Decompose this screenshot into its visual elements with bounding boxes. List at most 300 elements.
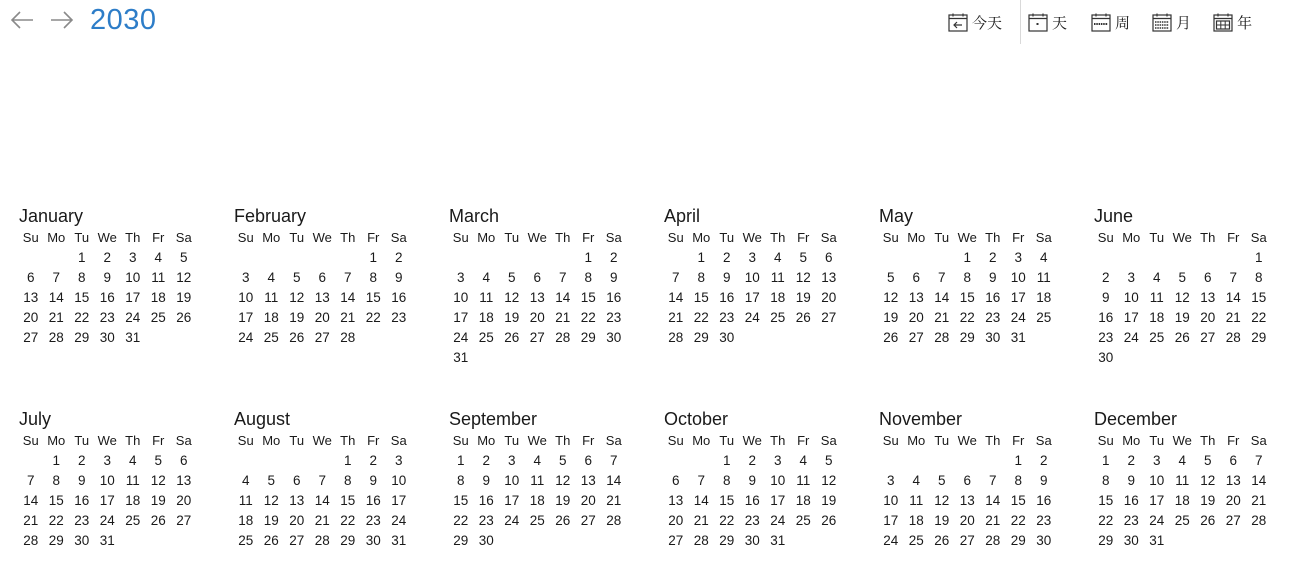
day-cell[interactable]: 30 bbox=[1123, 533, 1139, 548]
day-cell[interactable]: 25 bbox=[1036, 310, 1052, 325]
day-cell[interactable]: 13 bbox=[23, 290, 39, 305]
day-cell[interactable]: 14 bbox=[48, 290, 64, 305]
day-cell[interactable]: 18 bbox=[529, 493, 545, 508]
day-cell[interactable]: 26 bbox=[176, 310, 192, 325]
day-cell[interactable]: 19 bbox=[795, 290, 811, 305]
day-cell[interactable]: 4 bbox=[128, 453, 137, 468]
day-cell[interactable]: 8 bbox=[722, 473, 731, 488]
day-cell[interactable]: 16 bbox=[478, 493, 494, 508]
day-cell[interactable]: 29 bbox=[340, 533, 356, 548]
day-cell[interactable]: 16 bbox=[74, 493, 90, 508]
day-cell[interactable]: 8 bbox=[52, 473, 60, 488]
day-cell[interactable]: 24 bbox=[238, 330, 254, 345]
day-cell[interactable]: 9 bbox=[988, 270, 997, 285]
day-cell[interactable]: 25 bbox=[478, 330, 494, 345]
day-cell[interactable]: 31 bbox=[391, 533, 407, 548]
day-cell[interactable]: 18 bbox=[238, 513, 254, 528]
day-cell[interactable]: 16 bbox=[391, 290, 407, 305]
day-cell[interactable]: 12 bbox=[263, 493, 279, 508]
day-cell[interactable]: 19 bbox=[1200, 493, 1216, 508]
month-name[interactable]: July bbox=[19, 409, 52, 429]
day-cell[interactable]: 3 bbox=[773, 453, 782, 468]
day-cell[interactable]: 27 bbox=[959, 533, 975, 548]
day-cell[interactable]: 8 bbox=[77, 270, 86, 285]
day-cell[interactable]: 27 bbox=[1225, 513, 1241, 528]
day-cell[interactable]: 9 bbox=[722, 270, 731, 285]
day-cell[interactable]: 2 bbox=[1101, 270, 1110, 285]
day-cell[interactable]: 25 bbox=[770, 310, 786, 325]
day-cell[interactable]: 4 bbox=[267, 270, 275, 285]
day-cell[interactable]: 25 bbox=[125, 513, 141, 528]
day-cell[interactable]: 9 bbox=[482, 473, 490, 488]
day-cell[interactable]: 10 bbox=[453, 290, 469, 305]
day-cell[interactable]: 25 bbox=[795, 513, 811, 528]
month-june[interactable] bbox=[1093, 204, 1283, 368]
day-cell[interactable]: 12 bbox=[176, 270, 192, 285]
day-cell[interactable]: 31 bbox=[770, 533, 786, 548]
day-cell[interactable]: 30 bbox=[719, 330, 735, 345]
day-cell[interactable]: 11 bbox=[151, 270, 166, 285]
day-cell[interactable]: 17 bbox=[391, 493, 407, 508]
day-cell[interactable]: 27 bbox=[289, 533, 305, 548]
day-cell[interactable]: 2 bbox=[722, 250, 731, 265]
day-cell[interactable]: 7 bbox=[609, 453, 618, 468]
day-cell[interactable]: 30 bbox=[99, 330, 115, 345]
day-cell[interactable]: 30 bbox=[1098, 350, 1114, 365]
day-cell[interactable]: 7 bbox=[26, 473, 35, 488]
day-cell[interactable]: 5 bbox=[824, 453, 833, 468]
day-cell[interactable]: 21 bbox=[48, 310, 64, 325]
day-cell[interactable]: 14 bbox=[1251, 473, 1267, 488]
day-cell[interactable]: 14 bbox=[934, 290, 950, 305]
day-cell[interactable]: 13 bbox=[529, 290, 545, 305]
day-cell[interactable]: 26 bbox=[150, 513, 166, 528]
day-cell[interactable]: 8 bbox=[584, 270, 592, 285]
day-cell[interactable]: 17 bbox=[99, 493, 115, 508]
day-cell[interactable]: 11 bbox=[479, 290, 494, 305]
day-cell[interactable]: 17 bbox=[744, 290, 760, 305]
day-cell[interactable]: 15 bbox=[693, 290, 709, 305]
day-cell[interactable]: 7 bbox=[1229, 270, 1237, 285]
day-cell[interactable]: 11 bbox=[1175, 473, 1190, 488]
day-cell[interactable]: 18 bbox=[795, 493, 811, 508]
day-cell[interactable]: 18 bbox=[263, 310, 279, 325]
day-cell[interactable]: 17 bbox=[1123, 310, 1139, 325]
day-cell[interactable]: 8 bbox=[963, 270, 971, 285]
day-cell[interactable]: 20 bbox=[821, 290, 837, 305]
day-cell[interactable]: 7 bbox=[318, 473, 326, 488]
day-cell[interactable]: 29 bbox=[693, 330, 709, 345]
day-cell[interactable]: 8 bbox=[456, 473, 465, 488]
month-february[interactable] bbox=[233, 204, 423, 348]
day-cell[interactable]: 30 bbox=[744, 533, 760, 548]
day-cell[interactable]: 22 bbox=[959, 310, 975, 325]
month-august[interactable] bbox=[233, 407, 423, 551]
day-cell[interactable]: 8 bbox=[1254, 270, 1263, 285]
day-cell[interactable]: 28 bbox=[985, 533, 1001, 548]
month-name[interactable]: January bbox=[19, 206, 84, 226]
month-october[interactable] bbox=[663, 407, 853, 551]
day-cell[interactable]: 10 bbox=[883, 493, 899, 508]
month-name[interactable]: April bbox=[664, 206, 701, 226]
day-cell[interactable]: 15 bbox=[1251, 290, 1267, 305]
day-cell[interactable]: 2 bbox=[1127, 453, 1135, 468]
day-cell[interactable]: 23 bbox=[1098, 330, 1114, 345]
day-cell[interactable]: 5 bbox=[937, 473, 946, 488]
day-cell[interactable]: 14 bbox=[693, 493, 709, 508]
day-cell[interactable]: 29 bbox=[580, 330, 596, 345]
day-cell[interactable]: 28 bbox=[606, 513, 622, 528]
day-cell[interactable]: 15 bbox=[1098, 493, 1114, 508]
day-cell[interactable]: 26 bbox=[289, 330, 305, 345]
day-cell[interactable]: 6 bbox=[1229, 453, 1237, 468]
year-view-button[interactable] bbox=[1213, 8, 1252, 36]
day-cell[interactable]: 26 bbox=[504, 330, 520, 345]
day-cell[interactable]: 24 bbox=[453, 330, 469, 345]
day-cell[interactable]: 29 bbox=[74, 330, 90, 345]
day-cell[interactable]: 10 bbox=[99, 473, 115, 488]
day-cell[interactable]: 6 bbox=[824, 250, 833, 265]
day-cell[interactable]: 5 bbox=[558, 453, 567, 468]
day-cell[interactable]: 5 bbox=[179, 250, 188, 265]
day-cell[interactable]: 22 bbox=[340, 513, 356, 528]
day-cell[interactable]: 26 bbox=[1174, 330, 1190, 345]
day-cell[interactable]: 9 bbox=[1101, 290, 1110, 305]
back-button[interactable] bbox=[8, 6, 36, 34]
day-cell[interactable]: 14 bbox=[985, 493, 1001, 508]
day-cell[interactable]: 16 bbox=[1123, 493, 1139, 508]
forward-button[interactable] bbox=[48, 6, 76, 34]
day-cell[interactable]: 7 bbox=[671, 270, 680, 285]
day-cell[interactable]: 23 bbox=[1036, 513, 1052, 528]
day-cell[interactable]: 7 bbox=[343, 270, 352, 285]
day-cell[interactable]: 10 bbox=[238, 290, 254, 305]
day-cell[interactable]: 18 bbox=[1149, 310, 1165, 325]
day-cell[interactable]: 14 bbox=[23, 493, 39, 508]
day-cell[interactable]: 2 bbox=[988, 250, 997, 265]
day-cell[interactable]: 20 bbox=[580, 493, 596, 508]
day-cell[interactable]: 4 bbox=[799, 453, 807, 468]
day-cell[interactable]: 2 bbox=[748, 453, 756, 468]
day-cell[interactable]: 23 bbox=[74, 513, 90, 528]
day-cell[interactable]: 21 bbox=[23, 513, 39, 528]
day-cell[interactable]: 27 bbox=[668, 533, 684, 548]
day-cell[interactable]: 17 bbox=[770, 493, 786, 508]
day-cell[interactable]: 10 bbox=[1123, 290, 1139, 305]
day-cell[interactable]: 16 bbox=[606, 290, 622, 305]
day-cell[interactable]: 9 bbox=[609, 270, 618, 285]
day-cell[interactable]: 8 bbox=[1101, 473, 1110, 488]
day-cell[interactable]: 12 bbox=[1174, 290, 1190, 305]
day-cell[interactable]: 6 bbox=[533, 270, 541, 285]
day-cell[interactable]: 25 bbox=[1149, 330, 1165, 345]
day-cell[interactable]: 7 bbox=[52, 270, 60, 285]
day-cell[interactable]: 9 bbox=[1127, 473, 1135, 488]
day-cell[interactable]: 21 bbox=[668, 310, 684, 325]
day-cell[interactable]: 13 bbox=[580, 473, 596, 488]
day-cell[interactable]: 19 bbox=[1174, 310, 1190, 325]
day-cell[interactable]: 29 bbox=[453, 533, 469, 548]
day-cell[interactable]: 24 bbox=[125, 310, 141, 325]
day-cell[interactable]: 13 bbox=[1200, 290, 1216, 305]
day-cell[interactable]: 3 bbox=[128, 250, 137, 265]
day-cell[interactable]: 21 bbox=[1225, 310, 1241, 325]
month-april[interactable] bbox=[663, 204, 853, 348]
day-cell[interactable]: 15 bbox=[719, 493, 735, 508]
day-cell[interactable]: 19 bbox=[821, 493, 837, 508]
day-cell[interactable]: 4 bbox=[241, 473, 250, 488]
day-cell[interactable]: 7 bbox=[697, 473, 705, 488]
day-cell[interactable]: 20 bbox=[314, 310, 330, 325]
day-cell[interactable]: 28 bbox=[1251, 513, 1267, 528]
day-cell[interactable]: 24 bbox=[504, 513, 520, 528]
day-cell[interactable]: 11 bbox=[530, 473, 545, 488]
day-cell[interactable]: 6 bbox=[1203, 270, 1212, 285]
day-cell[interactable]: 18 bbox=[908, 513, 924, 528]
day-cell[interactable]: 18 bbox=[770, 290, 786, 305]
day-cell[interactable]: 15 bbox=[453, 493, 469, 508]
day-cell[interactable]: 6 bbox=[584, 453, 592, 468]
day-cell[interactable]: 26 bbox=[263, 533, 279, 548]
day-cell[interactable]: 16 bbox=[1098, 310, 1114, 325]
day-cell[interactable]: 17 bbox=[125, 290, 141, 305]
day-cell[interactable]: 24 bbox=[883, 533, 899, 548]
day-cell[interactable]: 12 bbox=[150, 473, 166, 488]
day-cell[interactable]: 20 bbox=[908, 310, 924, 325]
day-cell[interactable]: 21 bbox=[934, 310, 950, 325]
day-cell[interactable]: 21 bbox=[555, 310, 571, 325]
day-cell[interactable]: 7 bbox=[937, 270, 946, 285]
day-cell[interactable]: 13 bbox=[289, 493, 305, 508]
day-cell[interactable]: 29 bbox=[1251, 330, 1267, 345]
day-cell[interactable]: 5 bbox=[1203, 453, 1212, 468]
day-cell[interactable]: 8 bbox=[697, 270, 705, 285]
day-cell[interactable]: 1 bbox=[697, 250, 705, 265]
day-cell[interactable]: 28 bbox=[23, 533, 39, 548]
day-cell[interactable]: 4 bbox=[1152, 270, 1161, 285]
day-cell[interactable]: 1 bbox=[1014, 453, 1022, 468]
month-name[interactable]: March bbox=[449, 206, 500, 226]
day-cell[interactable]: 23 bbox=[719, 310, 735, 325]
day-cell[interactable]: 14 bbox=[314, 493, 330, 508]
day-cell[interactable]: 14 bbox=[668, 290, 684, 305]
day-cell[interactable]: 9 bbox=[1039, 473, 1048, 488]
day-cell[interactable]: 5 bbox=[507, 270, 516, 285]
day-cell[interactable]: 13 bbox=[821, 270, 837, 285]
day-cell[interactable]: 7 bbox=[558, 270, 567, 285]
day-cell[interactable]: 25 bbox=[263, 330, 279, 345]
day-cell[interactable]: 16 bbox=[1036, 493, 1052, 508]
day-cell[interactable]: 22 bbox=[1010, 513, 1026, 528]
month-name[interactable]: November bbox=[879, 409, 963, 429]
month-name[interactable]: February bbox=[234, 206, 307, 226]
day-cell[interactable]: 28 bbox=[555, 330, 571, 345]
today-button[interactable] bbox=[948, 8, 1002, 36]
day-cell[interactable]: 5 bbox=[886, 270, 895, 285]
day-cell[interactable]: 5 bbox=[292, 270, 301, 285]
day-cell[interactable]: 12 bbox=[821, 473, 837, 488]
day-cell[interactable]: 27 bbox=[529, 330, 545, 345]
day-cell[interactable]: 16 bbox=[365, 493, 381, 508]
day-cell[interactable]: 10 bbox=[1010, 270, 1026, 285]
day-cell[interactable]: 24 bbox=[391, 513, 407, 528]
day-cell[interactable]: 4 bbox=[912, 473, 920, 488]
day-cell[interactable]: 6 bbox=[912, 270, 920, 285]
day-cell[interactable]: 4 bbox=[1178, 453, 1186, 468]
day-cell[interactable]: 18 bbox=[1174, 493, 1190, 508]
day-cell[interactable]: 23 bbox=[744, 513, 760, 528]
day-cell[interactable]: 13 bbox=[908, 290, 924, 305]
day-cell[interactable]: 4 bbox=[533, 453, 541, 468]
day-cell[interactable]: 6 bbox=[963, 473, 971, 488]
day-cell[interactable]: 16 bbox=[985, 290, 1001, 305]
day-cell[interactable]: 25 bbox=[1174, 513, 1190, 528]
day-cell[interactable]: 1 bbox=[1101, 453, 1110, 468]
day-cell[interactable]: 15 bbox=[580, 290, 596, 305]
day-cell[interactable]: 10 bbox=[504, 473, 520, 488]
day-cell[interactable]: 11 bbox=[125, 473, 140, 488]
day-cell[interactable]: 30 bbox=[74, 533, 90, 548]
day-cell[interactable]: 2 bbox=[482, 453, 490, 468]
day-cell[interactable]: 10 bbox=[391, 473, 407, 488]
day-cell[interactable]: 26 bbox=[821, 513, 837, 528]
day-cell[interactable]: 22 bbox=[365, 310, 381, 325]
day-cell[interactable]: 10 bbox=[744, 270, 760, 285]
day-cell[interactable]: 22 bbox=[48, 513, 64, 528]
day-cell[interactable]: 27 bbox=[176, 513, 192, 528]
day-cell[interactable]: 8 bbox=[343, 473, 352, 488]
day-cell[interactable]: 1 bbox=[77, 250, 86, 265]
day-cell[interactable]: 16 bbox=[99, 290, 115, 305]
day-cell[interactable]: 6 bbox=[318, 270, 326, 285]
day-cell[interactable]: 30 bbox=[606, 330, 622, 345]
month-view-button[interactable] bbox=[1152, 8, 1191, 36]
day-cell[interactable]: 28 bbox=[668, 330, 684, 345]
day-cell[interactable]: 1 bbox=[456, 453, 465, 468]
day-cell[interactable]: 5 bbox=[267, 473, 275, 488]
day-cell[interactable]: 3 bbox=[241, 270, 250, 285]
day-cell[interactable]: 3 bbox=[103, 453, 111, 468]
day-cell[interactable]: 18 bbox=[478, 310, 494, 325]
day-cell[interactable]: 12 bbox=[1200, 473, 1216, 488]
day-cell[interactable]: 25 bbox=[238, 533, 254, 548]
day-cell[interactable]: 17 bbox=[504, 493, 520, 508]
day-cell[interactable]: 12 bbox=[504, 290, 520, 305]
day-cell[interactable]: 6 bbox=[292, 473, 301, 488]
day-cell[interactable]: 3 bbox=[507, 453, 516, 468]
day-cell[interactable]: 17 bbox=[883, 513, 899, 528]
day-cell[interactable]: 2 bbox=[609, 250, 618, 265]
day-cell[interactable]: 23 bbox=[365, 513, 381, 528]
day-cell[interactable]: 9 bbox=[394, 270, 403, 285]
day-cell[interactable]: 9 bbox=[369, 473, 377, 488]
day-cell[interactable]: 8 bbox=[369, 270, 377, 285]
day-cell[interactable]: 17 bbox=[1149, 493, 1165, 508]
day-cell[interactable]: 20 bbox=[1225, 493, 1241, 508]
day-cell[interactable]: 1 bbox=[369, 250, 377, 265]
day-cell[interactable]: 20 bbox=[668, 513, 684, 528]
day-cell[interactable]: 1 bbox=[1254, 250, 1263, 265]
day-cell[interactable]: 15 bbox=[365, 290, 381, 305]
day-cell[interactable]: 22 bbox=[74, 310, 90, 325]
day-cell[interactable]: 10 bbox=[125, 270, 141, 285]
day-cell[interactable]: 3 bbox=[394, 453, 403, 468]
day-cell[interactable]: 9 bbox=[103, 270, 111, 285]
day-cell[interactable]: 3 bbox=[1014, 250, 1022, 265]
day-cell[interactable]: 3 bbox=[748, 250, 756, 265]
day-cell[interactable]: 18 bbox=[125, 493, 141, 508]
day-cell[interactable]: 19 bbox=[555, 493, 571, 508]
day-cell[interactable]: 17 bbox=[238, 310, 254, 325]
day-cell[interactable]: 22 bbox=[1251, 310, 1267, 325]
day-cell[interactable]: 19 bbox=[883, 310, 899, 325]
day-cell[interactable]: 29 bbox=[1010, 533, 1026, 548]
day-cell[interactable]: 5 bbox=[154, 453, 162, 468]
day-cell[interactable]: 24 bbox=[744, 310, 760, 325]
day-cell[interactable]: 31 bbox=[1010, 330, 1026, 345]
month-may[interactable] bbox=[878, 204, 1068, 348]
day-cell[interactable]: 12 bbox=[883, 290, 899, 305]
day-cell[interactable]: 20 bbox=[23, 310, 39, 325]
day-cell[interactable]: 28 bbox=[693, 533, 709, 548]
day-cell[interactable]: 26 bbox=[1200, 513, 1216, 528]
day-cell[interactable]: 8 bbox=[1014, 473, 1022, 488]
day-cell[interactable]: 26 bbox=[795, 310, 811, 325]
week-view-button[interactable] bbox=[1091, 8, 1130, 36]
day-cell[interactable]: 16 bbox=[744, 493, 760, 508]
day-cell[interactable]: 11 bbox=[264, 290, 279, 305]
month-name[interactable]: June bbox=[1094, 206, 1134, 226]
day-cell[interactable]: 15 bbox=[340, 493, 356, 508]
month-name[interactable]: May bbox=[879, 206, 914, 226]
day-cell[interactable]: 26 bbox=[934, 533, 950, 548]
day-cell[interactable]: 9 bbox=[748, 473, 756, 488]
day-cell[interactable]: 28 bbox=[48, 330, 64, 345]
day-cell[interactable]: 13 bbox=[959, 493, 975, 508]
day-cell[interactable]: 31 bbox=[125, 330, 141, 345]
day-cell[interactable]: 27 bbox=[580, 513, 596, 528]
day-cell[interactable]: 12 bbox=[289, 290, 305, 305]
month-december[interactable] bbox=[1093, 407, 1283, 551]
day-cell[interactable]: 27 bbox=[821, 310, 837, 325]
day-cell[interactable]: 2 bbox=[369, 453, 377, 468]
day-cell[interactable]: 23 bbox=[606, 310, 622, 325]
day-cell[interactable]: 3 bbox=[1127, 270, 1135, 285]
day-cell[interactable]: 2 bbox=[394, 250, 403, 265]
day-cell[interactable]: 31 bbox=[99, 533, 115, 548]
day-cell[interactable]: 11 bbox=[770, 270, 785, 285]
day-cell[interactable]: 19 bbox=[176, 290, 192, 305]
month-july[interactable] bbox=[18, 407, 208, 551]
day-cell[interactable]: 25 bbox=[529, 513, 545, 528]
day-cell[interactable]: 3 bbox=[886, 473, 895, 488]
day-cell[interactable]: 12 bbox=[555, 473, 571, 488]
day-cell[interactable]: 23 bbox=[391, 310, 407, 325]
day-cell[interactable]: 15 bbox=[48, 493, 64, 508]
day-cell[interactable]: 26 bbox=[883, 330, 899, 345]
day-cell[interactable]: 6 bbox=[671, 473, 680, 488]
day-cell[interactable]: 15 bbox=[959, 290, 975, 305]
day-view-button[interactable] bbox=[1028, 8, 1067, 36]
day-cell[interactable]: 21 bbox=[693, 513, 709, 528]
day-cell[interactable]: 6 bbox=[26, 270, 35, 285]
day-cell[interactable]: 24 bbox=[1149, 513, 1165, 528]
day-cell[interactable]: 29 bbox=[719, 533, 735, 548]
day-cell[interactable]: 13 bbox=[668, 493, 684, 508]
day-cell[interactable]: 28 bbox=[1225, 330, 1241, 345]
day-cell[interactable]: 1 bbox=[963, 250, 971, 265]
day-cell[interactable]: 15 bbox=[1010, 493, 1026, 508]
